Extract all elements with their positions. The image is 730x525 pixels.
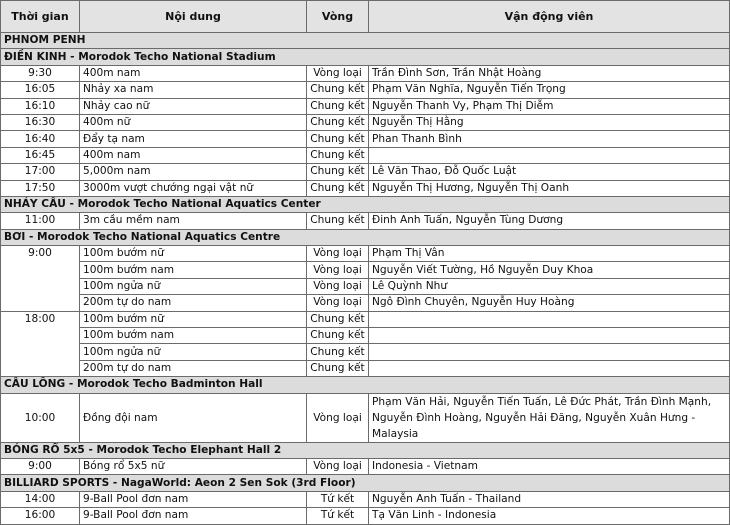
event-cell: 400m nam bbox=[80, 65, 307, 81]
section-title: ĐIỀN KINH - Morodok Techo National Stadium bbox=[1, 49, 730, 65]
section-title: BÓNG RỔ 5x5 - Morodok Techo Elephant Hall 2 bbox=[1, 442, 730, 458]
time-cell: 17:50 bbox=[1, 180, 80, 196]
athletes-cell: Phan Thanh Bình bbox=[369, 131, 730, 147]
event-cell: 400m nam bbox=[80, 147, 307, 163]
table-row bbox=[1, 393, 730, 442]
section-row bbox=[1, 475, 730, 491]
round-cell: Chung kết bbox=[307, 164, 369, 180]
section-row bbox=[1, 442, 730, 458]
round-cell: Vòng loại bbox=[307, 65, 369, 81]
table-row bbox=[1, 180, 730, 196]
athletes-cell: Phạm Văn Nghĩa, Nguyễn Tiến Trọng bbox=[369, 82, 730, 98]
event-cell: 3000m vượt chướng ngại vật nữ bbox=[80, 180, 307, 196]
table-row bbox=[1, 114, 730, 130]
athletes-cell: Nguyễn Thị Hằng bbox=[369, 114, 730, 130]
table-row bbox=[1, 246, 730, 262]
section-title: NHẢY CẦU - Morodok Techo National Aquatics Center bbox=[1, 196, 730, 212]
time-cell: 10:00 bbox=[1, 393, 80, 442]
event-cell: 9-Ball Pool đơn nam bbox=[80, 491, 307, 507]
athletes-cell: Nguyễn Anh Tuấn - Thailand bbox=[369, 491, 730, 507]
round-cell: Chung kết bbox=[307, 180, 369, 196]
athletes-cell: Phạm Thị Vân bbox=[369, 246, 730, 262]
event-cell: 100m bướm nam bbox=[80, 328, 307, 344]
event-cell: 100m bướm nữ bbox=[80, 246, 307, 262]
header-time: Thời gian bbox=[1, 1, 80, 33]
table-row bbox=[1, 328, 730, 344]
round-cell: Chung kết bbox=[307, 344, 369, 360]
round-cell: Chung kết bbox=[307, 147, 369, 163]
athletes-cell: Indonesia - Vietnam bbox=[369, 458, 730, 474]
event-cell: 400m nữ bbox=[80, 114, 307, 130]
table-row bbox=[1, 278, 730, 294]
event-cell: Bóng rổ 5x5 nữ bbox=[80, 458, 307, 474]
event-cell: 100m ngửa nữ bbox=[80, 344, 307, 360]
event-cell: 5,000m nam bbox=[80, 164, 307, 180]
round-cell: Chung kết bbox=[307, 360, 369, 376]
time-cell: 11:00 bbox=[1, 213, 80, 229]
time-cell: 9:00 bbox=[1, 246, 80, 312]
round-cell: Vòng loại bbox=[307, 262, 369, 278]
table-row bbox=[1, 164, 730, 180]
header-row bbox=[1, 1, 730, 33]
round-cell: Vòng loại bbox=[307, 458, 369, 474]
event-cell: Đồng đội nam bbox=[80, 393, 307, 442]
round-cell: Vòng loại bbox=[307, 278, 369, 294]
round-cell: Vòng loại bbox=[307, 246, 369, 262]
event-cell: Đẩy tạ nam bbox=[80, 131, 307, 147]
time-cell: 16:05 bbox=[1, 82, 80, 98]
athletes-cell bbox=[369, 311, 730, 327]
table-row bbox=[1, 98, 730, 114]
section-title: CẦU LÔNG - Morodok Techo Badminton Hall bbox=[1, 377, 730, 393]
athletes-cell: Nguyễn Viết Tường, Hồ Nguyễn Duy Khoa bbox=[369, 262, 730, 278]
table-row bbox=[1, 311, 730, 327]
table-row bbox=[1, 262, 730, 278]
athletes-cell: Đinh Anh Tuấn, Nguyễn Tùng Dương bbox=[369, 213, 730, 229]
athletes-cell: Nguyễn Thanh Vy, Phạm Thị Diễm bbox=[369, 98, 730, 114]
athletes-cell bbox=[369, 147, 730, 163]
table-row bbox=[1, 295, 730, 311]
round-cell: Vòng loại bbox=[307, 295, 369, 311]
table-row bbox=[1, 458, 730, 474]
event-cell: Nhảy cao nữ bbox=[80, 98, 307, 114]
event-cell: 100m bướm nam bbox=[80, 262, 307, 278]
table-row bbox=[1, 131, 730, 147]
header-athletes: Vận động viên bbox=[369, 1, 730, 33]
table-row bbox=[1, 213, 730, 229]
header-round: Vòng bbox=[307, 1, 369, 33]
round-cell: Chung kết bbox=[307, 328, 369, 344]
athletes-cell bbox=[369, 360, 730, 376]
round-cell: Vòng loại bbox=[307, 393, 369, 442]
table-row bbox=[1, 344, 730, 360]
athletes-cell: Tạ Văn Linh - Indonesia bbox=[369, 508, 730, 524]
round-cell: Chung kết bbox=[307, 311, 369, 327]
event-cell: 3m cầu mềm nam bbox=[80, 213, 307, 229]
table-row bbox=[1, 508, 730, 524]
round-cell: Chung kết bbox=[307, 82, 369, 98]
time-cell: 16:40 bbox=[1, 131, 80, 147]
header-content: Nội dung bbox=[80, 1, 307, 33]
time-cell: 17:00 bbox=[1, 164, 80, 180]
round-cell: Chung kết bbox=[307, 213, 369, 229]
city-name: PHNOM PENH bbox=[1, 33, 730, 49]
table-row bbox=[1, 491, 730, 507]
section-row bbox=[1, 49, 730, 65]
athletes-cell: Nguyễn Thị Hương, Nguyễn Thị Oanh bbox=[369, 180, 730, 196]
section-row bbox=[1, 196, 730, 212]
athletes-cell: Lê Văn Thao, Đỗ Quốc Luật bbox=[369, 164, 730, 180]
time-cell: 16:45 bbox=[1, 147, 80, 163]
athletes-cell: Ngô Đình Chuyên, Nguyễn Huy Hoàng bbox=[369, 295, 730, 311]
event-cell: 100m ngửa nữ bbox=[80, 278, 307, 294]
table-row bbox=[1, 360, 730, 376]
time-cell: 16:30 bbox=[1, 114, 80, 130]
section-title: BILLIARD SPORTS - NagaWorld: Aeon 2 Sen Sok (3rd Floor) bbox=[1, 475, 730, 491]
time-cell: 9:30 bbox=[1, 65, 80, 81]
time-cell: 16:10 bbox=[1, 98, 80, 114]
athletes-cell bbox=[369, 328, 730, 344]
time-cell: 16:00 bbox=[1, 508, 80, 524]
time-cell: 14:00 bbox=[1, 491, 80, 507]
round-cell: Chung kết bbox=[307, 131, 369, 147]
athletes-cell bbox=[369, 344, 730, 360]
section-title: BƠI - Morodok Techo National Aquatics Centre bbox=[1, 229, 730, 245]
event-cell: Nhảy xa nam bbox=[80, 82, 307, 98]
athletes-cell: Trần Đình Sơn, Trần Nhật Hoàng bbox=[369, 65, 730, 81]
event-cell: 200m tự do nam bbox=[80, 295, 307, 311]
round-cell: Chung kết bbox=[307, 98, 369, 114]
round-cell: Tứ kết bbox=[307, 491, 369, 507]
section-row bbox=[1, 377, 730, 393]
table-row bbox=[1, 147, 730, 163]
table-row bbox=[1, 82, 730, 98]
athletes-cell: Lê Quỳnh Như bbox=[369, 278, 730, 294]
event-cell: 9-Ball Pool đơn nam bbox=[80, 508, 307, 524]
event-cell: 200m tự do nam bbox=[80, 360, 307, 376]
athletes-cell: Phạm Văn Hải, Nguyễn Tiến Tuấn, Lê Đức Phát, Trần Đình Mạnh, Nguyễn Đình Hoàng, Nguyễn Hải Đăng, Nguyễn Xuân Hưng - Malaysia bbox=[369, 393, 730, 442]
city-row bbox=[1, 33, 730, 49]
event-cell: 100m bướm nữ bbox=[80, 311, 307, 327]
table-row bbox=[1, 65, 730, 81]
time-cell: 18:00 bbox=[1, 311, 80, 377]
section-row bbox=[1, 229, 730, 245]
round-cell: Tứ kết bbox=[307, 508, 369, 524]
time-cell: 9:00 bbox=[1, 458, 80, 474]
round-cell: Chung kết bbox=[307, 114, 369, 130]
